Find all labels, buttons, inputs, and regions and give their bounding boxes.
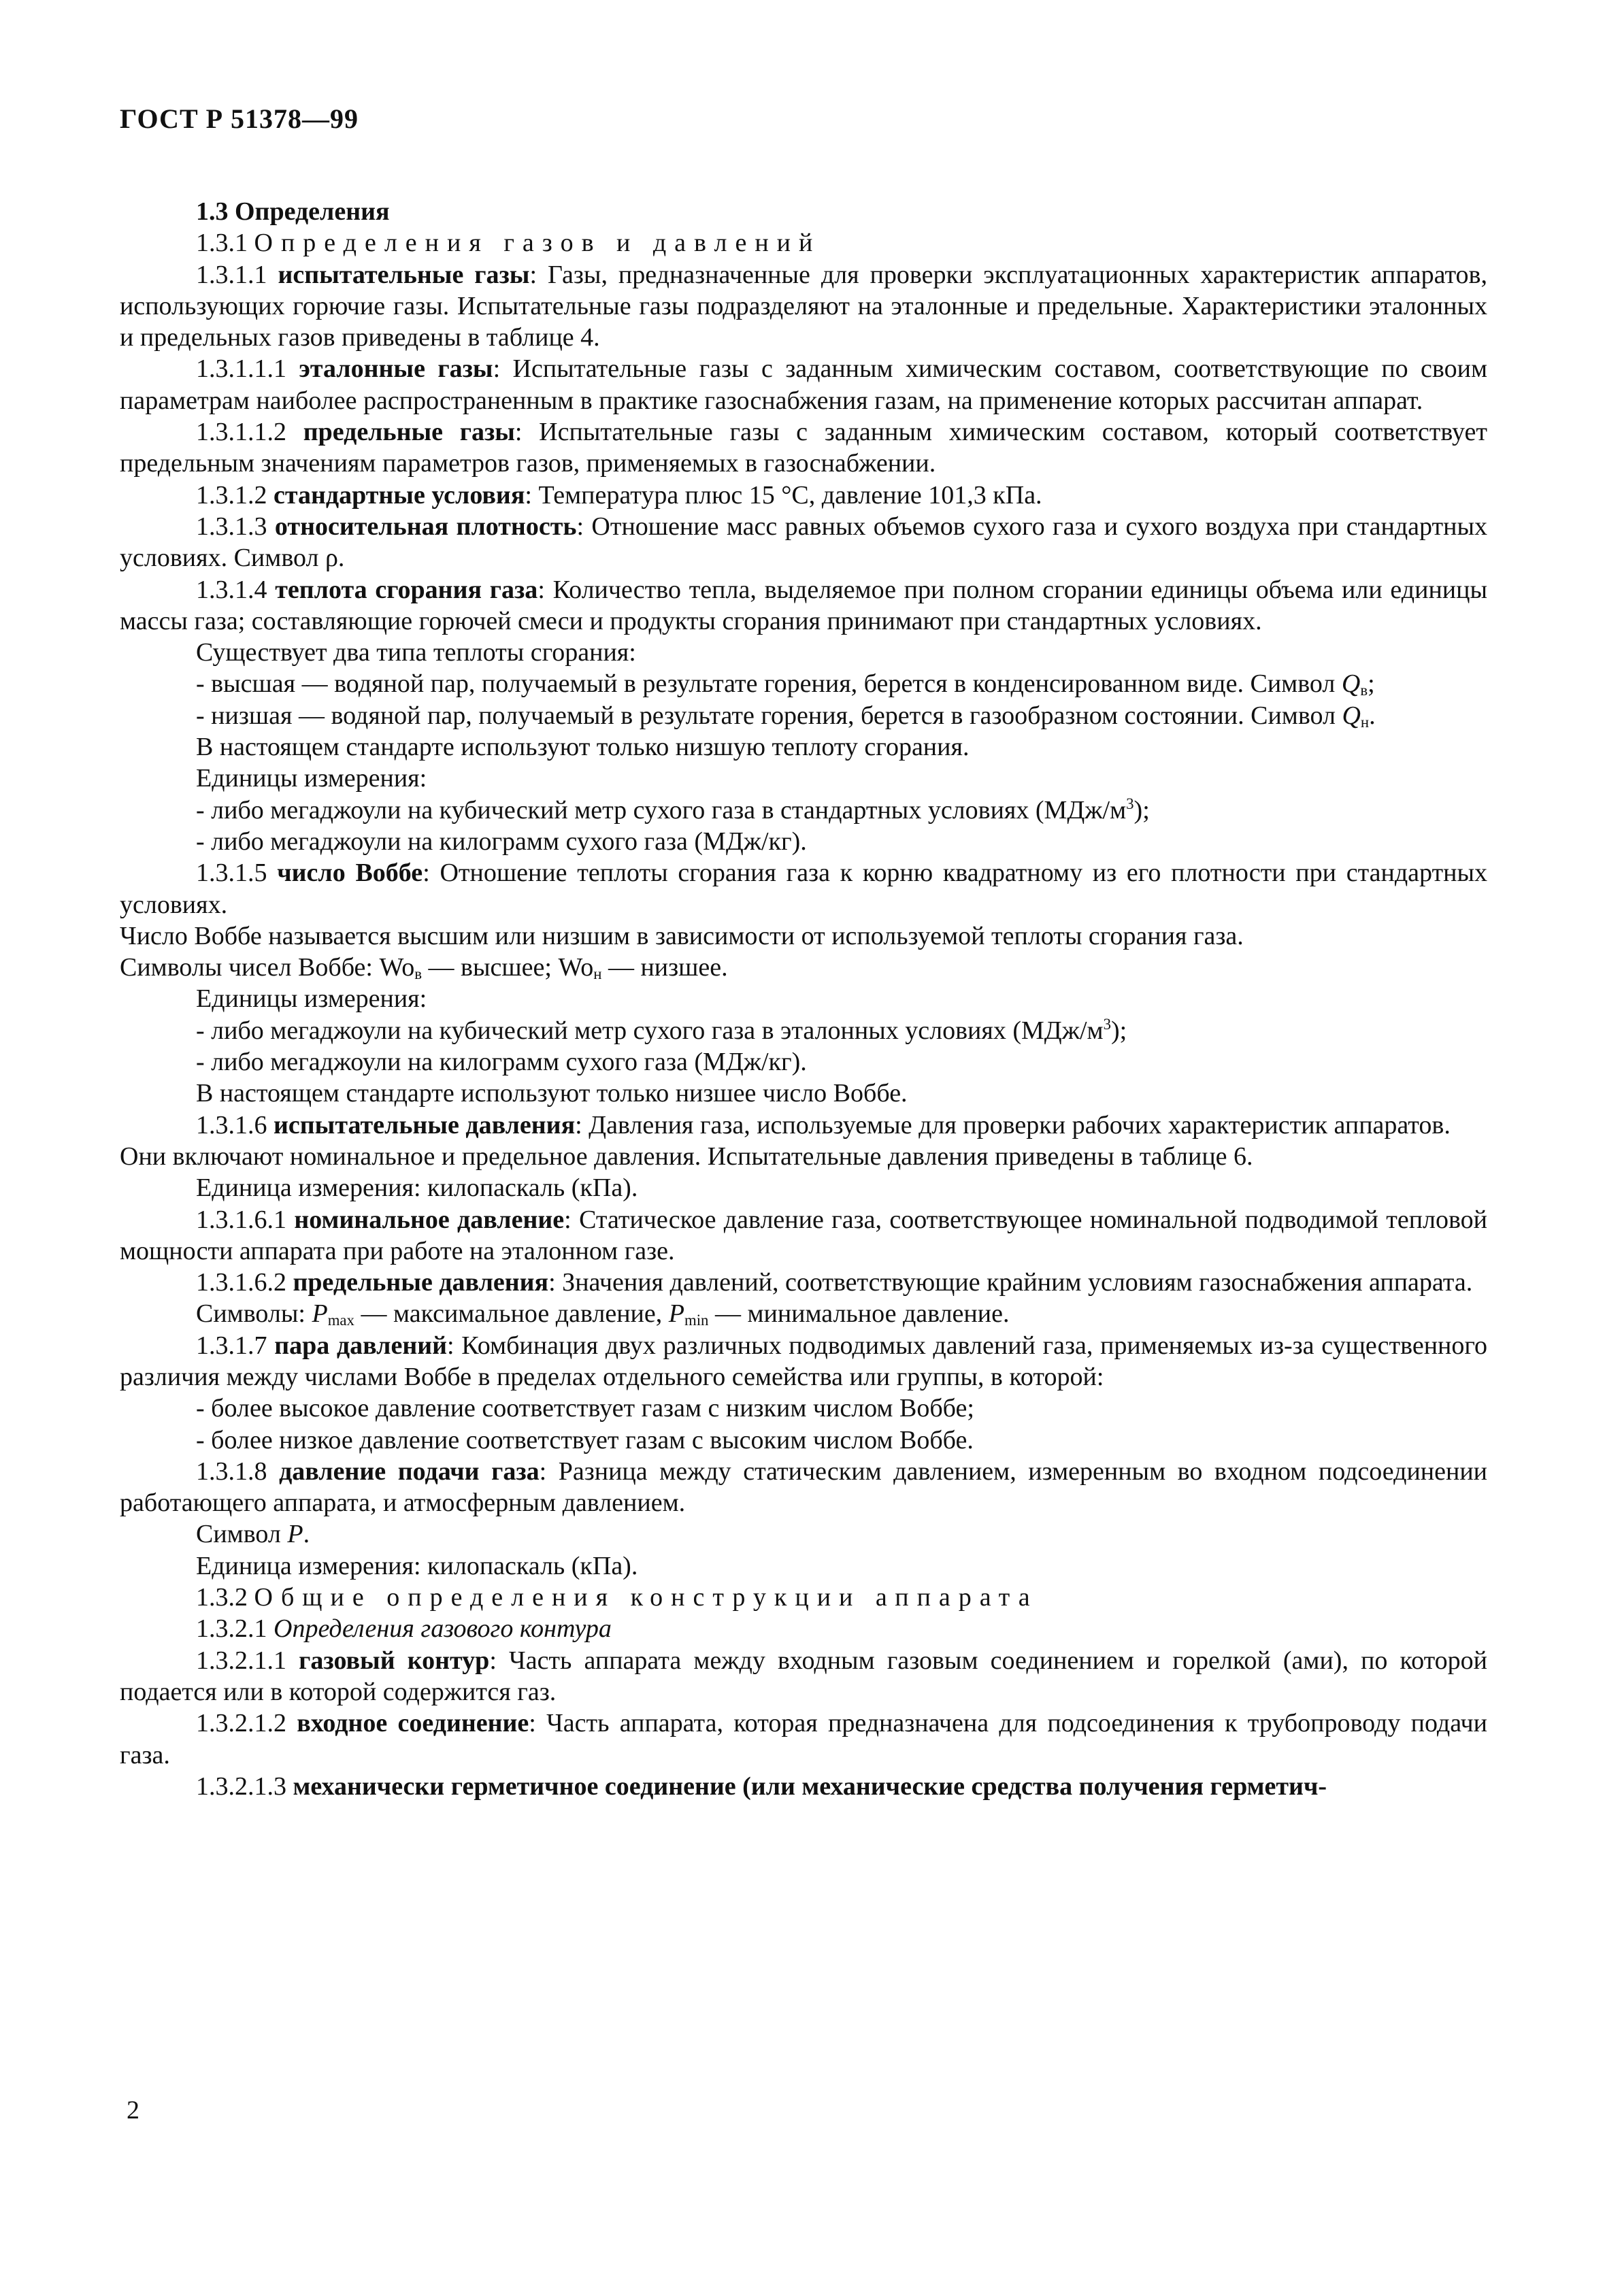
text-paragraph: Символы чисел Воббе: $Wo_в$ — высшее; $Wo_н$ — низшее. bbox=[120, 953, 728, 983]
list-item: - более низкое давление соответствует газам с высоким числом Воббе. bbox=[196, 1425, 974, 1454]
text-paragraph: Они включают номинальное и предельное давления. Испытательные давления приведены в таблице 6. bbox=[120, 1142, 1253, 1171]
text-paragraph: Единица измерения: килопаскаль (кПа). bbox=[196, 1551, 638, 1580]
text-paragraph: Число Воббе называется высшим или низшим в зависимости от используемой теплоты сгорания газа. bbox=[120, 921, 1244, 950]
definition-paragraph: 1.3.1.1 испытательные газы: Газы, предназначенные для проверки эксплуатационных характеристик аппаратов, использующих горючие газы. Испытательные газы подразделяют на эталонные и предельные. Характеристики эталонных и предельных газов приведены в таблице 4. bbox=[120, 260, 1488, 352]
text-paragraph: В настоящем стандарте используют только низшую теплоту сгорания. bbox=[196, 733, 970, 762]
subsection-heading: 1.3.2.1 Определения газового контура bbox=[196, 1614, 612, 1644]
text-paragraph: Существует два типа теплоты сгорания: bbox=[196, 638, 636, 667]
subsection-heading: 1.3.1 Определения газов и давлений bbox=[196, 229, 821, 258]
text-paragraph: Единицы измерения: bbox=[196, 984, 427, 1014]
definition-paragraph: 1.3.1.8 давление подачи газа: Разница между статическим давлением, измеренным во входном подсоединении работающего аппарата, и атмосферным давлением. bbox=[120, 1457, 1488, 1518]
definition-paragraph: 1.3.2.1.2 входное соединение: Часть аппарата, которая предназначена для подсоединения к трубопроводу подачи газа. bbox=[120, 1709, 1488, 1769]
definition-paragraph: 1.3.1.2 стандартные условия: Температура плюс 15 °С, давление 101,3 кПа. bbox=[196, 480, 1042, 510]
definition-paragraph: 1.3.1.6 испытательные давления: Давления газа, используемые для проверки рабочих характеристик аппаратов. bbox=[196, 1110, 1451, 1139]
list-item: - высшая — водяной пар, получаемый в результате горения, берется в конденсированном виде. Символ $Q_в$; bbox=[196, 669, 1375, 699]
list-item: - либо мегаджоули на кубический метр сухого газа в эталонных условиях $(МДж/м^3)$; bbox=[196, 1015, 1127, 1045]
document-body bbox=[120, 196, 1487, 1802]
list-item: - либо мегаджоули на килограмм сухого газа (МДж/кг). bbox=[196, 827, 807, 856]
definition-paragraph: 1.3.1.1.1 эталонные газы: Испытательные газы с заданным химическим составом, соответствующие по своим параметрам наиболее распространенным в практике газоснабжения газам, на применение которых рассчитан аппарат. bbox=[120, 354, 1487, 415]
text-paragraph: Единицы измерения: bbox=[196, 764, 427, 793]
list-item: - низшая — водяной пар, получаемый в результате горения, берется в газообразном состоянии. Символ $Q_н$. bbox=[196, 701, 1376, 731]
definition-paragraph: 1.3.1.7 пара давлений: Комбинация двух различных подводимых давлений газа, применяемых из-за существенного различия между числами Воббе в пределах отдельного семейства или группы, в которой: bbox=[120, 1331, 1488, 1391]
text-paragraph: Символы: $P_{max}$ — максимальное давление, $P_{min}$ — минимальное давление. bbox=[196, 1299, 1010, 1329]
definition-paragraph: 1.3.1.1.2 предельные газы: Испытательные газы с заданным химическим составом, который соответствует предельным значениям параметров газов, применяемых в газоснабжении. bbox=[120, 418, 1488, 478]
definition-paragraph: 1.3.1.6.1 номинальное давление: Статическое давление газа, соответствующее номинальной подводимой тепловой мощности аппарата при работе на эталонном газе. bbox=[120, 1205, 1488, 1265]
definition-paragraph: 1.3.1.6.2 предельные давления: Значения давлений, соответствующие крайним условиям газоснабжения аппарата. bbox=[196, 1268, 1473, 1297]
definition-paragraph: 1.3.2.1.3 механически герметичное соединение (или механические средства получения герметич- bbox=[196, 1771, 1327, 1801]
text-paragraph: Единица измерения: килопаскаль (кПа). bbox=[196, 1174, 638, 1203]
document-page bbox=[120, 102, 1487, 1802]
list-item: - либо мегаджоули на кубический метр сухого газа в стандартных условиях $(МДж/м^3)$; bbox=[196, 795, 1150, 825]
text-paragraph: В настоящем стандарте используют только низшее число Воббе. bbox=[196, 1079, 908, 1108]
definition-paragraph: 1.3.2.1.1 газовый контур: Часть аппарата между входным газовым соединением и горелкой (ами), по которой подается или в которой содержится газ. bbox=[120, 1646, 1488, 1706]
page-number: 2 bbox=[127, 2096, 139, 2125]
section-heading: 1.3 Определения bbox=[196, 197, 390, 226]
list-item: - более высокое давление соответствует газам с низким числом Воббе; bbox=[196, 1394, 974, 1423]
subsection-heading: 1.3.2 Общие определения конструкции аппарата bbox=[196, 1583, 1038, 1612]
document-code: ГОСТ Р 51378—99 bbox=[120, 103, 359, 134]
list-item: - либо мегаджоули на килограмм сухого газа (МДж/кг). bbox=[196, 1048, 807, 1077]
text-paragraph: Символ P. bbox=[196, 1520, 310, 1549]
definition-paragraph: 1.3.1.4 теплота сгорания газа: Количество тепла, выделяемое при полном сгорании единицы объема или единицы массы газа; составляющие горючей смеси и продукты сгорания принимают при стандартных условиях. bbox=[120, 575, 1488, 635]
definition-paragraph: 1.3.1.3 относительная плотность: Отношение масс равных объемов сухого газа и сухого воздуха при стандартных условиях. Символ ρ. bbox=[120, 512, 1488, 573]
definition-paragraph: 1.3.1.5 число Воббе: Отношение теплоты сгорания газа к корню квадратному из его плотности при стандартных условиях. bbox=[120, 859, 1488, 919]
